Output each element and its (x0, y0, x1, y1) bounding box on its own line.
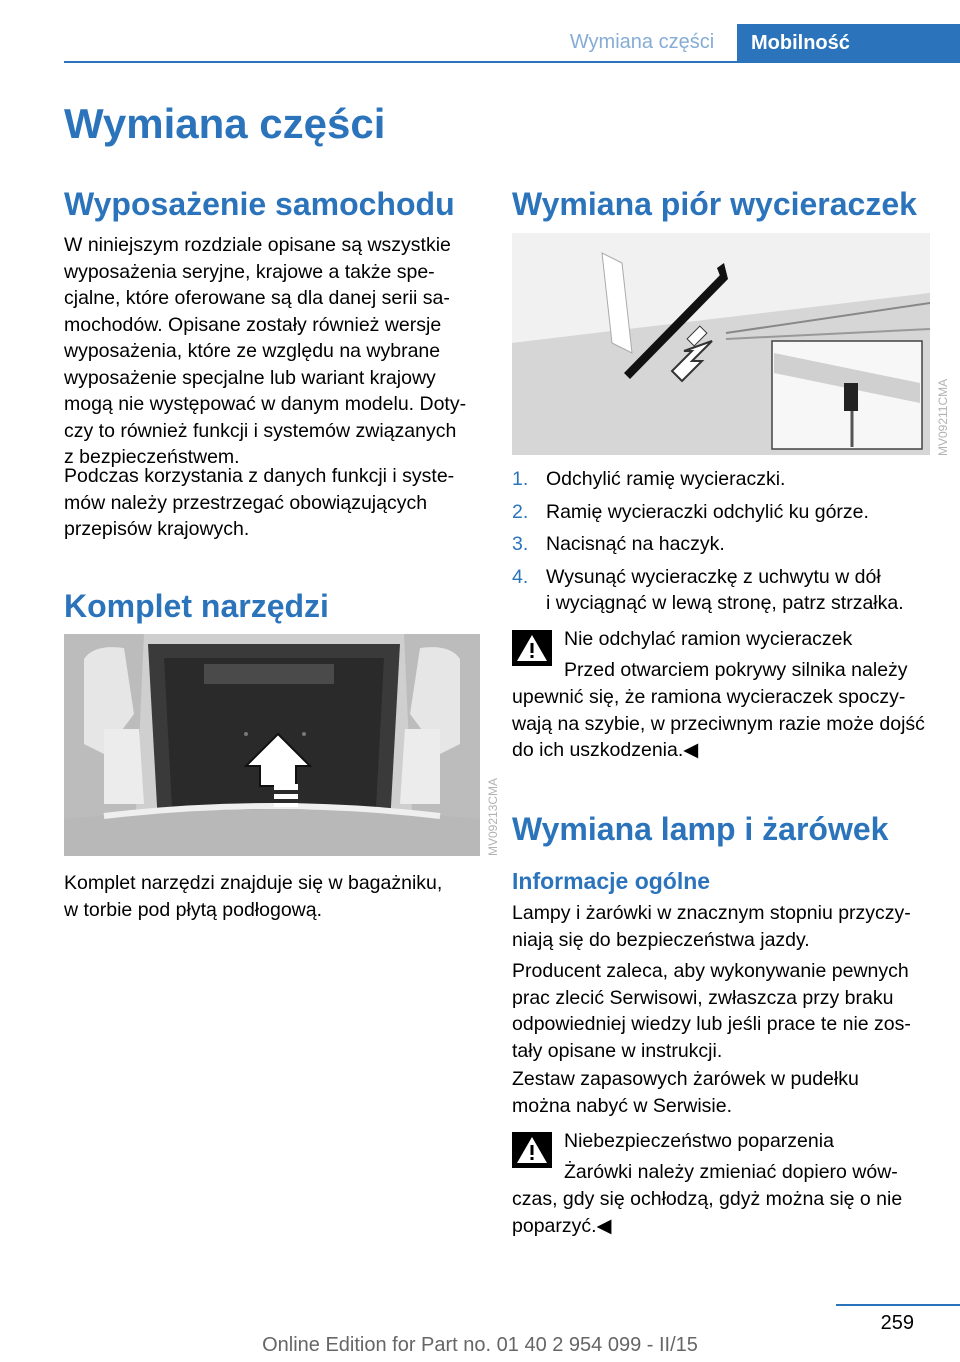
list-item: 1. Odchylić ramię wycieraczki. (512, 468, 786, 490)
running-header-tab: Mobilność (737, 24, 960, 62)
toolkit-paragraph: Komplet narzędzi znajduje się w bagażniku, w torbie pod płytą podłogową. (64, 872, 443, 921)
warning-triangle-icon (512, 1132, 552, 1168)
wiper-image-code: MV09211CMA (936, 378, 950, 456)
wiper-warning-body: upewnić się, że ramiona wycieraczek spoczy- wają na szybie, w przeciwnym razie może dojść do ich uszkodzenia.◀ (512, 686, 925, 761)
lamps-paragraph-3: Zestaw zapasowych żarówek w pudełku można nabyć w Serwisie. (512, 1068, 859, 1117)
toolkit-image-code: MV09213CMA (486, 777, 500, 856)
wiper-warning-first-line: Przed otwarciem pokrywy silnika należy (564, 659, 908, 681)
equipment-paragraph-2: Podczas korzystania z danych funkcji i syste- mów należy przestrzegać obowiązujących przepisów krajowych. (64, 465, 455, 540)
page-title: Wymiana części (64, 100, 386, 147)
warning-triangle-icon (512, 630, 552, 666)
subheading-general-info: Informacje ogólne (512, 868, 711, 894)
heading-toolkit: Komplet narzędzi (64, 588, 329, 624)
footer-rule (836, 1304, 960, 1306)
heading-equipment: Wyposażenie samochodu (64, 186, 455, 222)
lamps-warning-title: Niebezpieczeństwo poparzenia (564, 1130, 834, 1152)
lamps-paragraph-2: Producent zaleca, aby wykonywanie pewnych prac zlecić Serwisowi, zwłaszcza przy braku odpowiedniej wiedzy lub jeśli prace te nie zos- tały opisane w instrukcji. (512, 960, 911, 1062)
wiper-illustration (512, 233, 930, 455)
list-item: 4. Wysunąć wycieraczkę z uchwytu w dół i wyciągnąć w lewą stronę, patrz strzałka. (512, 565, 904, 614)
running-header-section: Wymiana części (569, 31, 715, 53)
list-item: 3. Nacisnąć na haczyk. (512, 533, 725, 555)
equipment-paragraph-1: W niniejszym rozdziale opisane są wszystkie wyposażenia seryjne, krajowe a także spe- cjalne, które oferowane są dla danej serii sa- mochodów. Opisane zostały również wersje wyposażenia, które ze względu na wybrane wyposażenie specjalne lub wariant krajowy mogą nie występować w danym modelu. Doty- czy to również funkcji i systemów związanych z bezpieczeństwem. (64, 234, 467, 468)
lamps-warning-first-line: Żarówki należy zmieniać dopiero wów- (564, 1161, 898, 1183)
header-rule (64, 61, 960, 63)
heading-lamps: Wymiana lamp i żarówek (512, 811, 889, 847)
wiper-warning-title: Nie odchylać ramion wycieraczek (564, 628, 853, 650)
lamps-paragraph-1: Lampy i żarówki w znacznym stopniu przyczy- niają się do bezpieczeństwa jazdy. (512, 902, 911, 951)
heading-wipers: Wymiana piór wycieraczek (512, 186, 917, 222)
toolkit-trunk-illustration (64, 634, 480, 856)
edition-footer: Online Edition for Part no. 01 40 2 954 099 - II/15 (262, 1334, 698, 1356)
wiper-steps-list (512, 466, 932, 623)
lamps-warning-body: czas, gdy się ochłodzą, gdyż można się o nie poparzyć.◀ (512, 1188, 903, 1237)
list-item: 2. Ramię wycieraczki odchylić ku górze. (512, 500, 869, 523)
page-number: 259 (880, 1312, 914, 1334)
